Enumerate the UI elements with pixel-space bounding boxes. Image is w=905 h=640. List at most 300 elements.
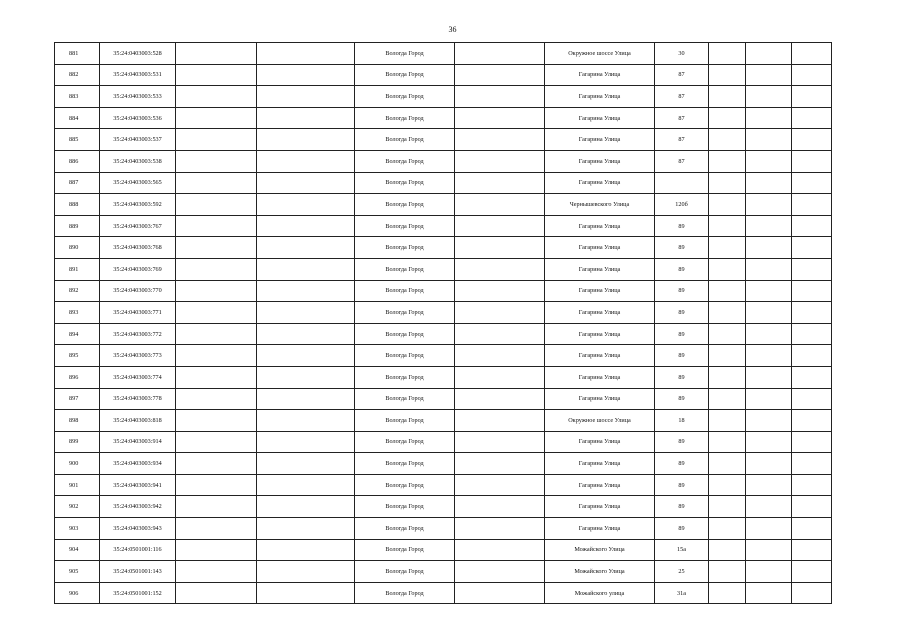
house-number-cell: 89 (655, 388, 709, 410)
street-cell: Можайского Улица (545, 561, 655, 583)
empty-cell (792, 150, 832, 172)
house-number-cell: 87 (655, 86, 709, 108)
street-cell: Можайского улица (545, 582, 655, 604)
street-cell: Гагарина Улица (545, 345, 655, 367)
row-number-cell: 894 (55, 323, 100, 345)
empty-cell (709, 194, 746, 216)
locality-cell: Вологда Город (355, 345, 455, 367)
empty-cell (455, 496, 545, 518)
row-number-cell: 904 (55, 539, 100, 561)
empty-cell (709, 107, 746, 129)
empty-cell (257, 431, 355, 453)
row-number-cell: 891 (55, 258, 100, 280)
table-row (55, 43, 832, 65)
empty-cell (709, 345, 746, 367)
table-row (55, 561, 832, 583)
empty-cell (792, 237, 832, 259)
house-number-cell: 18 (655, 410, 709, 432)
locality-cell: Вологда Город (355, 539, 455, 561)
house-number-cell: 25 (655, 561, 709, 583)
empty-cell (709, 323, 746, 345)
locality-cell: Вологда Город (355, 582, 455, 604)
empty-cell (792, 496, 832, 518)
row-number-cell: 898 (55, 410, 100, 432)
empty-cell (746, 388, 792, 410)
empty-cell (746, 129, 792, 151)
table-row (55, 86, 832, 108)
empty-cell (746, 345, 792, 367)
cadastral-number-cell: 35:24:0403003:774 (100, 366, 176, 388)
house-number-cell: 89 (655, 431, 709, 453)
empty-cell (709, 129, 746, 151)
empty-cell (455, 150, 545, 172)
empty-cell (709, 388, 746, 410)
empty-cell (746, 431, 792, 453)
empty-cell (746, 410, 792, 432)
empty-cell (792, 280, 832, 302)
cadastral-number-cell: 35:24:0403003:768 (100, 237, 176, 259)
empty-cell (176, 410, 257, 432)
row-number-cell: 881 (55, 43, 100, 65)
empty-cell (792, 107, 832, 129)
empty-cell (176, 172, 257, 194)
street-cell: Гагарина Улица (545, 431, 655, 453)
street-cell: Окружное шоссе Улица (545, 43, 655, 65)
table-row (55, 453, 832, 475)
street-cell: Гагарина Улица (545, 474, 655, 496)
empty-cell (176, 474, 257, 496)
empty-cell (746, 172, 792, 194)
locality-cell: Вологда Город (355, 496, 455, 518)
empty-cell (709, 366, 746, 388)
table-row (55, 366, 832, 388)
house-number-cell: 89 (655, 366, 709, 388)
table-row (55, 518, 832, 540)
empty-cell (792, 258, 832, 280)
empty-cell (176, 107, 257, 129)
empty-cell (176, 431, 257, 453)
table-row (55, 539, 832, 561)
empty-cell (257, 280, 355, 302)
locality-cell: Вологда Город (355, 388, 455, 410)
empty-cell (792, 388, 832, 410)
street-cell: Гагарина Улица (545, 172, 655, 194)
empty-cell (257, 453, 355, 475)
empty-cell (746, 323, 792, 345)
empty-cell (746, 366, 792, 388)
empty-cell (455, 582, 545, 604)
row-number-cell: 886 (55, 150, 100, 172)
house-number-cell: 89 (655, 323, 709, 345)
empty-cell (257, 582, 355, 604)
empty-cell (709, 539, 746, 561)
empty-cell (792, 323, 832, 345)
street-cell: Гагарина Улица (545, 64, 655, 86)
row-number-cell: 893 (55, 302, 100, 324)
empty-cell (257, 366, 355, 388)
empty-cell (176, 215, 257, 237)
locality-cell: Вологда Город (355, 129, 455, 151)
house-number-cell: 30 (655, 43, 709, 65)
table-row (55, 410, 832, 432)
cadastral-number-cell: 35:24:0403003:818 (100, 410, 176, 432)
empty-cell (455, 194, 545, 216)
house-number-cell: 87 (655, 150, 709, 172)
locality-cell: Вологда Город (355, 366, 455, 388)
locality-cell: Вологда Город (355, 64, 455, 86)
table-row (55, 215, 832, 237)
table-row (55, 150, 832, 172)
street-cell: Можайского Улица (545, 539, 655, 561)
house-number-cell: 31а (655, 582, 709, 604)
street-cell: Гагарина Улица (545, 496, 655, 518)
street-cell: Гагарина Улица (545, 453, 655, 475)
empty-cell (709, 302, 746, 324)
row-number-cell: 883 (55, 86, 100, 108)
empty-cell (455, 474, 545, 496)
cadastral-number-cell: 35:24:0403003:538 (100, 150, 176, 172)
table-row (55, 345, 832, 367)
street-cell: Гагарина Улица (545, 258, 655, 280)
registry-table-body (55, 43, 832, 604)
street-cell: Чернышевского Улица (545, 194, 655, 216)
empty-cell (709, 496, 746, 518)
house-number-cell: 89 (655, 453, 709, 475)
empty-cell (455, 410, 545, 432)
empty-cell (176, 582, 257, 604)
empty-cell (792, 43, 832, 65)
empty-cell (455, 561, 545, 583)
empty-cell (746, 43, 792, 65)
empty-cell (746, 237, 792, 259)
street-cell: Гагарина Улица (545, 388, 655, 410)
cadastral-number-cell: 35:24:0403003:531 (100, 64, 176, 86)
table-row (55, 302, 832, 324)
empty-cell (257, 518, 355, 540)
row-number-cell: 900 (55, 453, 100, 475)
empty-cell (455, 518, 545, 540)
locality-cell: Вологда Город (355, 86, 455, 108)
empty-cell (455, 366, 545, 388)
empty-cell (792, 453, 832, 475)
empty-cell (746, 474, 792, 496)
empty-cell (257, 345, 355, 367)
house-number-cell: 89 (655, 280, 709, 302)
cadastral-number-cell: 35:24:0403003:537 (100, 129, 176, 151)
empty-cell (176, 86, 257, 108)
empty-cell (176, 237, 257, 259)
row-number-cell: 896 (55, 366, 100, 388)
empty-cell (792, 366, 832, 388)
table-row (55, 194, 832, 216)
empty-cell (455, 431, 545, 453)
empty-cell (257, 194, 355, 216)
cadastral-number-cell: 35:24:0403003:536 (100, 107, 176, 129)
empty-cell (257, 496, 355, 518)
empty-cell (746, 64, 792, 86)
empty-cell (746, 150, 792, 172)
street-cell: Гагарина Улица (545, 150, 655, 172)
empty-cell (709, 64, 746, 86)
empty-cell (455, 172, 545, 194)
empty-cell (792, 172, 832, 194)
empty-cell (176, 302, 257, 324)
locality-cell: Вологда Город (355, 280, 455, 302)
empty-cell (455, 129, 545, 151)
empty-cell (176, 539, 257, 561)
empty-cell (746, 215, 792, 237)
locality-cell: Вологда Город (355, 453, 455, 475)
empty-cell (257, 323, 355, 345)
empty-cell (746, 280, 792, 302)
empty-cell (709, 582, 746, 604)
empty-cell (746, 582, 792, 604)
empty-cell (455, 345, 545, 367)
locality-cell: Вологда Город (355, 258, 455, 280)
empty-cell (746, 86, 792, 108)
cadastral-number-cell: 35:24:0403003:533 (100, 86, 176, 108)
empty-cell (257, 388, 355, 410)
empty-cell (746, 496, 792, 518)
empty-cell (176, 280, 257, 302)
empty-cell (792, 518, 832, 540)
house-number-cell: 89 (655, 302, 709, 324)
house-number-cell: 89 (655, 345, 709, 367)
locality-cell: Вологда Город (355, 302, 455, 324)
table-row (55, 323, 832, 345)
cadastral-number-cell: 35:24:0403003:772 (100, 323, 176, 345)
empty-cell (709, 410, 746, 432)
row-number-cell: 889 (55, 215, 100, 237)
empty-cell (176, 496, 257, 518)
empty-cell (455, 302, 545, 324)
street-cell: Гагарина Улица (545, 129, 655, 151)
locality-cell: Вологда Город (355, 215, 455, 237)
cadastral-number-cell: 35:24:0403003:770 (100, 280, 176, 302)
empty-cell (257, 539, 355, 561)
cadastral-number-cell: 35:24:0403003:942 (100, 496, 176, 518)
empty-cell (709, 172, 746, 194)
empty-cell (257, 107, 355, 129)
house-number-cell: 15а (655, 539, 709, 561)
empty-cell (455, 237, 545, 259)
locality-cell: Вологда Город (355, 431, 455, 453)
locality-cell: Вологда Город (355, 194, 455, 216)
empty-cell (709, 561, 746, 583)
table-row (55, 474, 832, 496)
empty-cell (176, 194, 257, 216)
empty-cell (257, 43, 355, 65)
street-cell: Гагарина Улица (545, 280, 655, 302)
empty-cell (455, 453, 545, 475)
table-row (55, 129, 832, 151)
empty-cell (257, 561, 355, 583)
house-number-cell: 89 (655, 237, 709, 259)
empty-cell (709, 518, 746, 540)
street-cell: Гагарина Улица (545, 302, 655, 324)
row-number-cell: 890 (55, 237, 100, 259)
cadastral-number-cell: 35:24:0403003:778 (100, 388, 176, 410)
row-number-cell: 903 (55, 518, 100, 540)
cadastral-number-cell: 35:24:0403003:773 (100, 345, 176, 367)
cadastral-number-cell: 35:24:0403003:769 (100, 258, 176, 280)
locality-cell: Вологда Город (355, 172, 455, 194)
house-number-cell: 89 (655, 474, 709, 496)
empty-cell (176, 345, 257, 367)
locality-cell: Вологда Город (355, 323, 455, 345)
empty-cell (792, 410, 832, 432)
empty-cell (709, 453, 746, 475)
empty-cell (176, 323, 257, 345)
page-number: 36 (448, 25, 457, 34)
registry-table (54, 42, 832, 604)
empty-cell (709, 150, 746, 172)
empty-cell (709, 237, 746, 259)
empty-cell (746, 302, 792, 324)
empty-cell (176, 64, 257, 86)
street-cell: Гагарина Улица (545, 107, 655, 129)
empty-cell (709, 431, 746, 453)
street-cell: Гагарина Улица (545, 366, 655, 388)
empty-cell (792, 431, 832, 453)
table-row (55, 107, 832, 129)
empty-cell (792, 582, 832, 604)
empty-cell (709, 258, 746, 280)
empty-cell (792, 129, 832, 151)
empty-cell (746, 194, 792, 216)
empty-cell (176, 561, 257, 583)
street-cell: Гагарина Улица (545, 518, 655, 540)
row-number-cell: 905 (55, 561, 100, 583)
empty-cell (257, 215, 355, 237)
empty-cell (792, 539, 832, 561)
house-number-cell: 89 (655, 496, 709, 518)
cadastral-number-cell: 35:24:0403003:767 (100, 215, 176, 237)
empty-cell (792, 561, 832, 583)
empty-cell (257, 150, 355, 172)
cadastral-number-cell: 35:24:0403003:934 (100, 453, 176, 475)
street-cell: Гагарина Улица (545, 323, 655, 345)
empty-cell (792, 215, 832, 237)
locality-cell: Вологда Город (355, 237, 455, 259)
locality-cell: Вологда Город (355, 107, 455, 129)
empty-cell (455, 43, 545, 65)
cadastral-number-cell: 35:24:0501001:116 (100, 539, 176, 561)
empty-cell (257, 474, 355, 496)
empty-cell (455, 323, 545, 345)
row-number-cell: 901 (55, 474, 100, 496)
empty-cell (792, 86, 832, 108)
empty-cell (709, 215, 746, 237)
empty-cell (176, 150, 257, 172)
house-number-cell: 87 (655, 107, 709, 129)
house-number-cell: 87 (655, 64, 709, 86)
locality-cell: Вологда Город (355, 43, 455, 65)
cadastral-number-cell: 35:24:0501001:152 (100, 582, 176, 604)
locality-cell: Вологда Город (355, 561, 455, 583)
row-number-cell: 882 (55, 64, 100, 86)
empty-cell (455, 215, 545, 237)
cadastral-number-cell: 35:24:0403003:941 (100, 474, 176, 496)
locality-cell: Вологда Город (355, 410, 455, 432)
street-cell: Окружное шоссе Улица (545, 410, 655, 432)
street-cell: Гагарина Улица (545, 237, 655, 259)
empty-cell (455, 107, 545, 129)
cadastral-number-cell: 35:24:0403003:528 (100, 43, 176, 65)
empty-cell (746, 561, 792, 583)
cadastral-number-cell: 35:24:0403003:943 (100, 518, 176, 540)
empty-cell (792, 302, 832, 324)
table-row (55, 280, 832, 302)
cadastral-number-cell: 35:24:0501001:143 (100, 561, 176, 583)
empty-cell (455, 258, 545, 280)
empty-cell (746, 453, 792, 475)
empty-cell (792, 194, 832, 216)
table-row (55, 431, 832, 453)
empty-cell (455, 539, 545, 561)
table-row (55, 258, 832, 280)
table-row (55, 496, 832, 518)
empty-cell (746, 518, 792, 540)
empty-cell (176, 453, 257, 475)
empty-cell (176, 43, 257, 65)
empty-cell (176, 258, 257, 280)
empty-cell (257, 86, 355, 108)
empty-cell (792, 64, 832, 86)
street-cell: Гагарина Улица (545, 86, 655, 108)
empty-cell (792, 345, 832, 367)
empty-cell (257, 172, 355, 194)
row-number-cell: 899 (55, 431, 100, 453)
empty-cell (257, 258, 355, 280)
row-number-cell: 895 (55, 345, 100, 367)
locality-cell: Вологда Город (355, 518, 455, 540)
empty-cell (257, 129, 355, 151)
street-cell: Гагарина Улица (545, 215, 655, 237)
row-number-cell: 897 (55, 388, 100, 410)
empty-cell (257, 410, 355, 432)
empty-cell (746, 107, 792, 129)
empty-cell (257, 302, 355, 324)
table-row (55, 237, 832, 259)
empty-cell (257, 237, 355, 259)
cadastral-number-cell: 35:24:0403003:565 (100, 172, 176, 194)
row-number-cell: 887 (55, 172, 100, 194)
house-number-cell: 89 (655, 215, 709, 237)
empty-cell (257, 64, 355, 86)
table-row (55, 172, 832, 194)
table-row (55, 582, 832, 604)
empty-cell (792, 474, 832, 496)
row-number-cell: 885 (55, 129, 100, 151)
cadastral-number-cell: 35:24:0403003:771 (100, 302, 176, 324)
house-number-cell: 89 (655, 518, 709, 540)
row-number-cell: 906 (55, 582, 100, 604)
row-number-cell: 888 (55, 194, 100, 216)
empty-cell (709, 474, 746, 496)
cadastral-number-cell: 35:24:0403003:914 (100, 431, 176, 453)
locality-cell: Вологда Город (355, 474, 455, 496)
row-number-cell: 902 (55, 496, 100, 518)
empty-cell (176, 129, 257, 151)
table-row (55, 64, 832, 86)
house-number-cell: 87 (655, 129, 709, 151)
locality-cell: Вологда Город (355, 150, 455, 172)
house-number-cell (655, 172, 709, 194)
house-number-cell: 89 (655, 258, 709, 280)
cadastral-number-cell: 35:24:0403003:592 (100, 194, 176, 216)
empty-cell (455, 280, 545, 302)
